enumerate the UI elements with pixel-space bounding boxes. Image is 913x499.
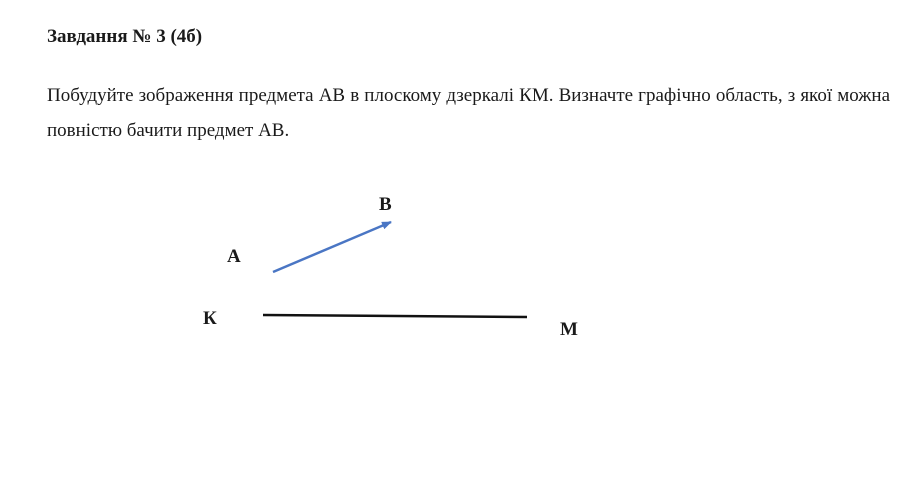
task-text: Побудуйте зображення предмета АВ в плоскому дзеркалі КМ. Визначте графічно область, з якої можна повністю бачити предмет АВ. [47, 85, 890, 141]
object-ab-arrow [273, 222, 391, 272]
label-b: В [379, 194, 392, 215]
mirror-km-line [263, 315, 527, 317]
task-title: Завдання № 3 (4б) [47, 26, 203, 47]
label-a: А [227, 246, 241, 267]
label-k: К [203, 308, 217, 329]
label-m: М [560, 319, 578, 340]
